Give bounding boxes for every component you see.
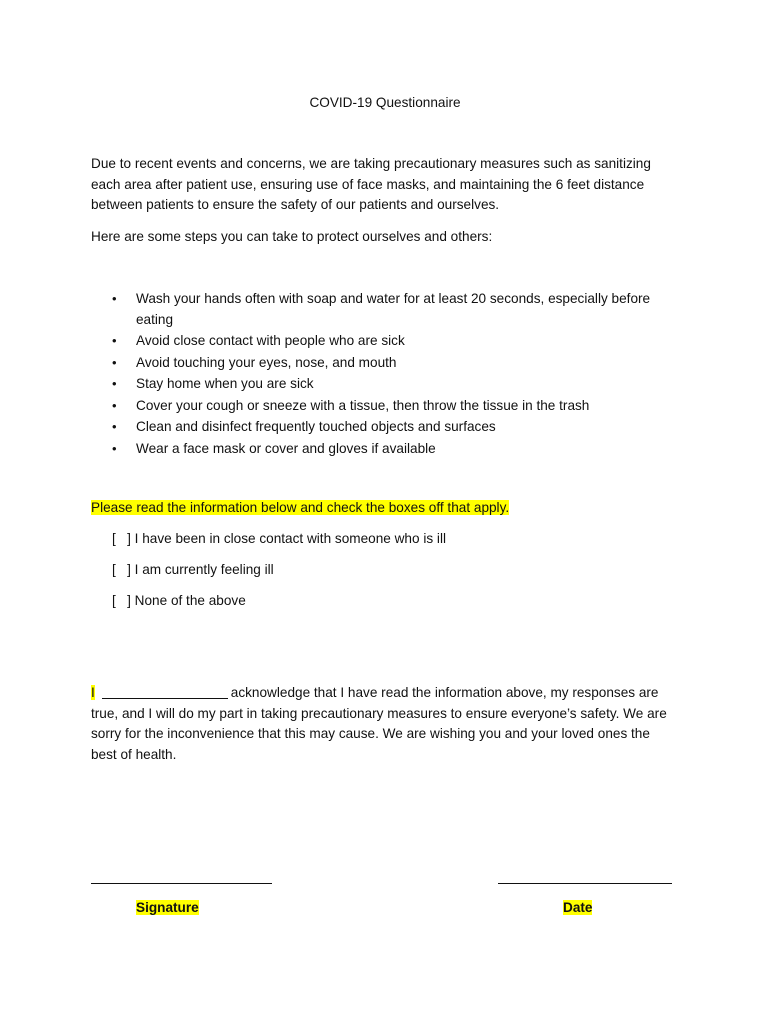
date-label: Date	[563, 900, 593, 915]
bullet-icon: •	[112, 291, 117, 306]
ack-pronoun: I	[91, 685, 95, 700]
bullet-icon: •	[112, 333, 117, 348]
checkbox-brackets: [ ]	[112, 562, 131, 577]
checkbox-label: I have been in close contact with someone who is ill	[134, 531, 446, 546]
checkbox-close-contact[interactable]	[112, 529, 446, 550]
list-item	[112, 439, 682, 460]
safety-steps-list	[112, 289, 682, 460]
list-item-text: Wear a face mask or cover and gloves if available	[136, 440, 436, 456]
list-item-text: Wash your hands often with soap and water for at least 20 seconds, especially before eating	[136, 291, 651, 327]
checkbox-none[interactable]	[112, 591, 246, 612]
document-title: COVID-19 Questionnaire	[309, 95, 461, 110]
list-item	[112, 417, 682, 438]
bullet-icon: •	[112, 376, 117, 391]
steps-intro: Here are some steps you can take to protect ourselves and others:	[91, 229, 493, 244]
bullet-icon: •	[112, 354, 117, 370]
list-item	[112, 353, 682, 374]
list-item-text: Cover your cough or sneeze with a tissue, then throw the tissue in the trash	[136, 397, 590, 413]
list-item	[112, 396, 682, 417]
checkbox-label: None of the above	[134, 593, 246, 608]
acknowledgement-text: acknowledge that I have read the information above, my responses are true, and I will do my part in taking precautionary measures to ensure everyone’s safety. We are sorry for the inconvenience that this may cause. We are wishing you and your loved ones the best of health.	[91, 685, 667, 762]
signature-label: Signature	[136, 900, 199, 915]
instruction-text: Please read the information below and check the boxes off that apply.	[91, 500, 510, 515]
bullet-icon: •	[112, 397, 117, 413]
list-item	[112, 374, 682, 395]
checkbox-feeling-ill[interactable]	[112, 560, 274, 581]
bullet-icon: •	[112, 440, 117, 456]
acknowledgement-paragraph	[91, 683, 671, 765]
list-item	[112, 331, 682, 352]
name-blank-field[interactable]	[102, 684, 228, 699]
checkbox-brackets: [ ]	[112, 593, 131, 608]
intro-paragraph: Due to recent events and concerns, we are taking precautionary measures such as sanitizing each area after patient use, ensuring use of face masks, and maintaining the 6 feet distance between patients to ensure the safety of our patients and ourselves.	[91, 156, 651, 212]
checkbox-label: I am currently feeling ill	[134, 562, 274, 577]
list-item-text: Stay home when you are sick	[136, 376, 314, 391]
list-item-text: Clean and disinfect frequently touched objects and surfaces	[136, 419, 496, 434]
checkbox-brackets: [ ]	[112, 531, 131, 546]
signature-line[interactable]	[91, 883, 272, 884]
list-item	[112, 289, 682, 330]
date-line[interactable]	[498, 883, 672, 884]
list-item-text: Avoid touching your eyes, nose, and mouth	[136, 354, 397, 370]
bullet-icon: •	[112, 419, 117, 434]
list-item-text: Avoid close contact with people who are sick	[136, 333, 405, 348]
